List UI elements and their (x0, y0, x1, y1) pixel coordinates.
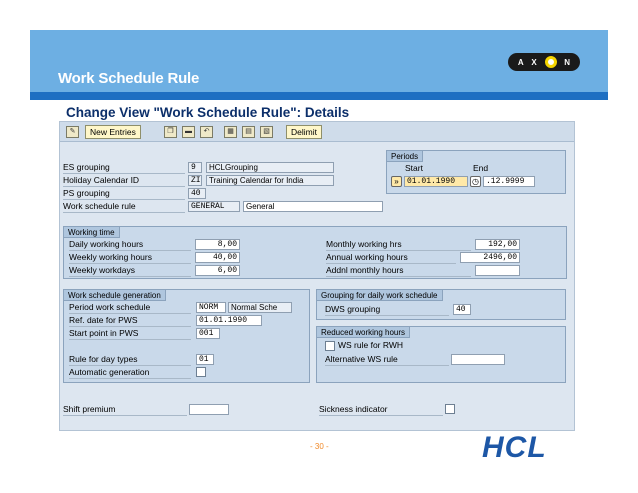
alternative-ws-rule-field[interactable] (451, 354, 505, 365)
copy-icon[interactable]: ❐ (164, 126, 177, 138)
reduced-hours-title: Reduced working hours (317, 327, 410, 338)
ws-generation-group (63, 289, 310, 383)
periods-group (386, 150, 566, 194)
shift-premium-label: Shift premium (63, 404, 116, 414)
select-all-icon[interactable]: ▦ (224, 126, 237, 138)
ref-date-field[interactable]: 01.01.1990 (196, 315, 262, 326)
end-label: End (473, 163, 489, 173)
dws-grouping-underline (325, 315, 449, 316)
sickness-indicator-checkbox[interactable] (445, 404, 455, 414)
daily-hours-field[interactable]: 8,00 (195, 239, 240, 250)
start-point-underline (69, 339, 191, 340)
rule-day-types-label: Rule for day types (69, 354, 138, 364)
clock-icon[interactable]: ◷ (470, 176, 481, 187)
banner-stripe (30, 92, 608, 100)
es-grouping-field[interactable]: 9 (188, 162, 202, 173)
working-time-title: Working time (64, 227, 120, 238)
annual-hours-label: Annual working hours (326, 252, 408, 262)
es-grouping-label: ES grouping (63, 162, 110, 172)
es-grouping-text: HCLGrouping (206, 162, 334, 173)
axon-logo (508, 53, 580, 71)
period-ws-label: Period work schedule (69, 302, 151, 312)
weekly-hours-underline (69, 263, 191, 264)
monthly-hours-label: Monthly working hrs (326, 239, 402, 249)
alternative-ws-rule-label: Alternative WS rule (325, 354, 398, 364)
page-number: - 30 - (310, 442, 329, 451)
monthly-hours-field[interactable]: 192,00 (475, 239, 520, 250)
holiday-calendar-field[interactable]: ZI (188, 175, 202, 186)
ps-grouping-field[interactable]: 40 (188, 188, 206, 199)
ws-rule-label: Work schedule rule (63, 201, 136, 211)
periods-title: Periods (387, 151, 423, 162)
sickness-indicator-underline (319, 415, 443, 416)
dws-grouping-group (316, 289, 566, 320)
shift-premium-underline (63, 415, 187, 416)
delimit-button[interactable]: Delimit (286, 125, 322, 139)
ref-date-label: Ref. date for PWS (69, 315, 138, 325)
logo-letter-x: X (531, 57, 537, 67)
auto-generation-underline (69, 378, 191, 379)
start-point-field[interactable]: 001 (196, 328, 220, 339)
addnl-monthly-label: Addnl monthly hours (326, 265, 404, 275)
holiday-calendar-label: Holiday Calendar ID (63, 175, 140, 185)
deselect-icon[interactable]: ▧ (260, 126, 273, 138)
weekly-hours-label: Weekly working hours (69, 252, 152, 262)
ws-rule-rwh-checkbox[interactable] (325, 341, 335, 351)
weekly-workdays-underline (69, 276, 191, 277)
reduced-hours-group (316, 326, 566, 383)
logo-circle-icon (545, 56, 557, 68)
daily-hours-label: Daily working hours (69, 239, 144, 249)
dws-grouping-field[interactable]: 40 (453, 304, 471, 315)
possible-entries-icon[interactable]: » (391, 176, 402, 187)
ws-rule-underline (63, 212, 185, 213)
auto-generation-label: Automatic generation (69, 367, 150, 377)
ps-grouping-label: PS grouping (63, 188, 110, 198)
start-point-label: Start point in PWS (69, 328, 139, 338)
start-label: Start (405, 163, 423, 173)
dws-grouping-label: DWS grouping (325, 304, 381, 314)
auto-generation-checkbox[interactable] (196, 367, 206, 377)
alternative-ws-rule-underline (325, 365, 449, 366)
logo-letter-a: A (517, 57, 524, 67)
delete-icon[interactable]: ▬ (182, 126, 195, 138)
daily-hours-underline (69, 250, 191, 251)
application-toolbar (60, 122, 574, 142)
es-grouping-underline (63, 173, 185, 174)
period-ws-text: Normal Sche (228, 302, 292, 313)
weekly-hours-field[interactable]: 40,00 (195, 252, 240, 263)
ref-date-underline (69, 326, 191, 327)
weekly-workdays-label: Weekly workdays (69, 265, 135, 275)
new-entries-button[interactable]: New Entries (85, 125, 141, 139)
rule-day-types-field[interactable]: 01 (196, 354, 214, 365)
screen-title: Change View "Work Schedule Rule": Details (66, 105, 350, 120)
ws-generation-title: Work schedule generation (64, 290, 166, 301)
period-end-field[interactable]: .12.9999 (483, 176, 535, 187)
sap-screen (59, 121, 575, 431)
holiday-calendar-text: Training Calendar for India (206, 175, 334, 186)
annual-hours-field[interactable]: 2496,00 (460, 252, 520, 263)
addnl-monthly-underline (326, 276, 471, 277)
period-ws-field[interactable]: NORM (196, 302, 226, 313)
monthly-hours-underline (326, 250, 471, 251)
addnl-monthly-field[interactable] (475, 265, 520, 276)
annual-hours-underline (326, 263, 456, 264)
working-time-group (63, 226, 567, 279)
ws-rule-rwh-label: WS rule for RWH (338, 340, 404, 350)
ws-rule-text[interactable]: General (243, 201, 383, 212)
period-start-field[interactable]: 01.01.1990 (404, 176, 468, 187)
ws-rule-field[interactable]: GENERAL (188, 201, 240, 212)
select-block-icon[interactable]: ▤ (242, 126, 255, 138)
period-ws-underline (69, 313, 191, 314)
dws-grouping-title: Grouping for daily work schedule (317, 290, 443, 301)
sickness-indicator-label: Sickness indicator (319, 404, 388, 414)
ps-grouping-underline (63, 199, 185, 200)
undo-icon[interactable]: ↶ (200, 126, 213, 138)
logo-letter-n: N (564, 57, 571, 67)
slide-title: Work Schedule Rule (58, 70, 200, 87)
weekly-workdays-field[interactable]: 6,00 (195, 265, 240, 276)
shift-premium-field[interactable] (189, 404, 229, 415)
hcl-logo: HCL (482, 431, 547, 464)
holiday-calendar-underline (63, 186, 185, 187)
display-change-icon[interactable]: ✎ (66, 126, 79, 138)
rule-day-types-underline (69, 365, 191, 366)
